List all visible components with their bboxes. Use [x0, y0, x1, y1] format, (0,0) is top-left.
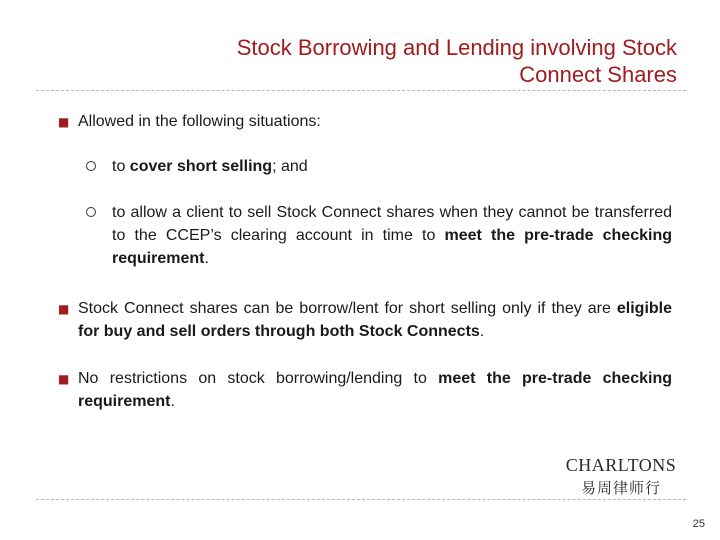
logo-name-en: CHARLTONS: [565, 455, 677, 475]
square-bullet-icon: ■: [58, 115, 70, 129]
slide-title: [97, 34, 677, 88]
sub-bullet-1-pre: to: [112, 158, 130, 175]
sub-bullet-1-bold: cover short selling: [129, 158, 273, 175]
sub-bullet-2-text: [112, 201, 672, 270]
bottom-divider: [36, 499, 686, 500]
sub-bullet-1-post: ; and: [272, 158, 308, 175]
square-bullet-icon: ■: [58, 302, 70, 316]
bullet-3-pre: No restrictions on stock borrowing/lending to: [78, 370, 439, 387]
bullet-2-post: .: [479, 323, 485, 340]
slide-title-line2: Connect Shares: [519, 62, 677, 87]
sub-bullet-2-post: .: [204, 250, 209, 267]
bullet-2-text: [78, 297, 672, 343]
sub-bullet-1-text: [112, 155, 672, 178]
bullet-3-text: [78, 367, 672, 413]
page-number: 25: [692, 518, 705, 530]
sub-bullet-2-bold: meet the pre-trade checking requirement: [112, 227, 672, 267]
bullet-1-text: Allowed in the following situations:: [78, 113, 321, 130]
bullet-2-bold: eligible for buy and sell orders through both Stock Connects: [78, 300, 672, 340]
hollow-circle-icon: [86, 161, 96, 171]
bullet-3-bold: meet the pre-trade checking requirement: [78, 370, 672, 410]
top-divider: [36, 90, 686, 91]
sub-bullet-2-pre: to allow a client to sell Stock Connect shares when they cannot be transferred to the CCEP’s clearing account in time to: [112, 204, 672, 244]
square-bullet-icon: ■: [58, 372, 70, 386]
bullet-2-pre: Stock Connect shares can be borrow/lent for short selling only if they are: [78, 300, 617, 317]
charltons-logo: [555, 450, 685, 498]
bullet-3-post: .: [170, 393, 175, 410]
logo-name-cn: 易周律师行: [580, 479, 661, 497]
slide-title-line1: Stock Borrowing and Lending involving Stock: [236, 35, 677, 60]
hollow-circle-icon: [86, 207, 96, 217]
